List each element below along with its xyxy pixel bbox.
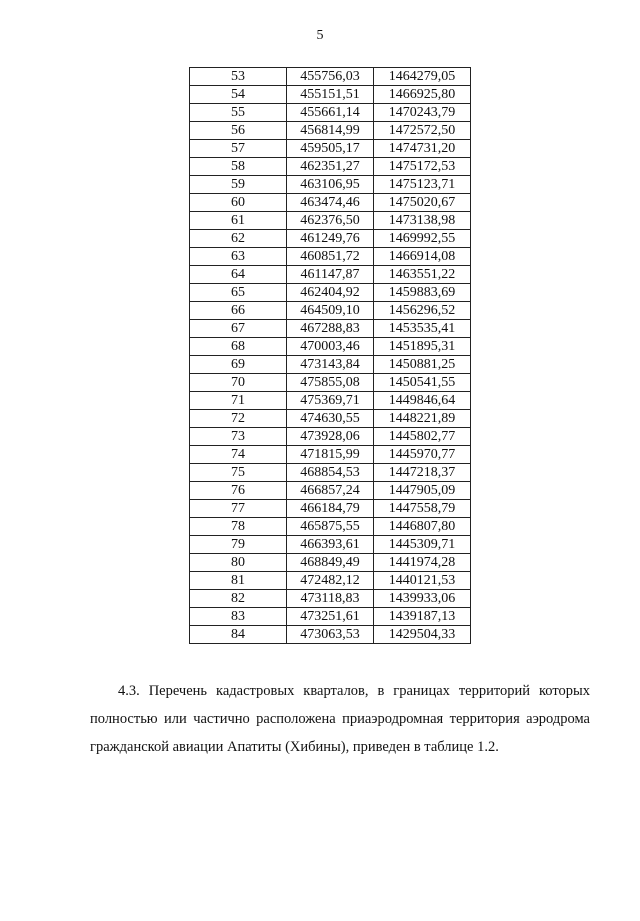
y-coordinate-cell: 1472572,50 [374, 122, 471, 140]
x-coordinate-cell: 455151,51 [287, 86, 374, 104]
x-coordinate-cell: 472482,12 [287, 572, 374, 590]
coordinates-table [189, 67, 471, 644]
y-coordinate-cell: 1429504,33 [374, 626, 471, 644]
y-coordinate-cell: 1441974,28 [374, 554, 471, 572]
point-number-cell: 80 [190, 554, 287, 572]
x-coordinate-cell: 463474,46 [287, 194, 374, 212]
point-number-cell: 63 [190, 248, 287, 266]
y-coordinate-cell: 1470243,79 [374, 104, 471, 122]
x-coordinate-cell: 471815,99 [287, 446, 374, 464]
table-row [190, 176, 471, 194]
y-coordinate-cell: 1453535,41 [374, 320, 471, 338]
table-row [190, 86, 471, 104]
table-row [190, 392, 471, 410]
table-row [190, 410, 471, 428]
page-number: 5 [316, 28, 324, 43]
table-row [190, 104, 471, 122]
table-row [190, 212, 471, 230]
point-number-cell: 72 [190, 410, 287, 428]
table-row [190, 482, 471, 500]
y-coordinate-cell: 1466925,80 [374, 86, 471, 104]
table-row [190, 320, 471, 338]
coordinates-table-body [190, 68, 471, 644]
y-coordinate-cell: 1445802,77 [374, 428, 471, 446]
point-number-cell: 56 [190, 122, 287, 140]
table-row [190, 302, 471, 320]
y-coordinate-cell: 1474731,20 [374, 140, 471, 158]
y-coordinate-cell: 1464279,05 [374, 68, 471, 86]
point-number-cell: 61 [190, 212, 287, 230]
point-number-cell: 59 [190, 176, 287, 194]
table-row [190, 230, 471, 248]
point-number-cell: 55 [190, 104, 287, 122]
point-number-cell: 54 [190, 86, 287, 104]
x-coordinate-cell: 468849,49 [287, 554, 374, 572]
y-coordinate-cell: 1475172,53 [374, 158, 471, 176]
x-coordinate-cell: 467288,83 [287, 320, 374, 338]
table-row [190, 68, 471, 86]
y-coordinate-cell: 1447905,09 [374, 482, 471, 500]
table-row [190, 536, 471, 554]
y-coordinate-cell: 1469992,55 [374, 230, 471, 248]
y-coordinate-cell: 1451895,31 [374, 338, 471, 356]
table-row [190, 248, 471, 266]
point-number-cell: 53 [190, 68, 287, 86]
x-coordinate-cell: 475855,08 [287, 374, 374, 392]
y-coordinate-cell: 1447558,79 [374, 500, 471, 518]
x-coordinate-cell: 455756,03 [287, 68, 374, 86]
point-number-cell: 64 [190, 266, 287, 284]
table-row [190, 140, 471, 158]
y-coordinate-cell: 1450541,55 [374, 374, 471, 392]
point-number-cell: 77 [190, 500, 287, 518]
paragraph-line: 4.3. Перечень кадастровых кварталов, в границах территорий которых [118, 683, 590, 699]
x-coordinate-cell: 461249,76 [287, 230, 374, 248]
y-coordinate-cell: 1463551,22 [374, 266, 471, 284]
table-row [190, 356, 471, 374]
point-number-cell: 62 [190, 230, 287, 248]
x-coordinate-cell: 473928,06 [287, 428, 374, 446]
point-number-cell: 57 [190, 140, 287, 158]
table-row [190, 464, 471, 482]
table-row [190, 284, 471, 302]
table-row [190, 626, 471, 644]
point-number-cell: 79 [190, 536, 287, 554]
x-coordinate-cell: 465875,55 [287, 518, 374, 536]
y-coordinate-cell: 1473138,98 [374, 212, 471, 230]
y-coordinate-cell: 1447218,37 [374, 464, 471, 482]
x-coordinate-cell: 461147,87 [287, 266, 374, 284]
x-coordinate-cell: 462404,92 [287, 284, 374, 302]
x-coordinate-cell: 456814,99 [287, 122, 374, 140]
x-coordinate-cell: 460851,72 [287, 248, 374, 266]
x-coordinate-cell: 468854,53 [287, 464, 374, 482]
x-coordinate-cell: 473118,83 [287, 590, 374, 608]
point-number-cell: 83 [190, 608, 287, 626]
table-row [190, 266, 471, 284]
point-number-cell: 65 [190, 284, 287, 302]
point-number-cell: 82 [190, 590, 287, 608]
section-paragraph [90, 677, 590, 761]
y-coordinate-cell: 1439933,06 [374, 590, 471, 608]
table-row [190, 608, 471, 626]
x-coordinate-cell: 474630,55 [287, 410, 374, 428]
point-number-cell: 71 [190, 392, 287, 410]
x-coordinate-cell: 473251,61 [287, 608, 374, 626]
x-coordinate-cell: 455661,14 [287, 104, 374, 122]
y-coordinate-cell: 1448221,89 [374, 410, 471, 428]
point-number-cell: 58 [190, 158, 287, 176]
table-row [190, 446, 471, 464]
point-number-cell: 70 [190, 374, 287, 392]
point-number-cell: 73 [190, 428, 287, 446]
point-number-cell: 68 [190, 338, 287, 356]
point-number-cell: 69 [190, 356, 287, 374]
point-number-cell: 76 [190, 482, 287, 500]
point-number-cell: 60 [190, 194, 287, 212]
x-coordinate-cell: 459505,17 [287, 140, 374, 158]
y-coordinate-cell: 1446807,80 [374, 518, 471, 536]
table-row [190, 518, 471, 536]
table-row [190, 428, 471, 446]
x-coordinate-cell: 475369,71 [287, 392, 374, 410]
x-coordinate-cell: 464509,10 [287, 302, 374, 320]
table-row [190, 158, 471, 176]
table-row [190, 590, 471, 608]
point-number-cell: 67 [190, 320, 287, 338]
x-coordinate-cell: 473063,53 [287, 626, 374, 644]
point-number-cell: 78 [190, 518, 287, 536]
y-coordinate-cell: 1449846,64 [374, 392, 471, 410]
point-number-cell: 81 [190, 572, 287, 590]
y-coordinate-cell: 1456296,52 [374, 302, 471, 320]
y-coordinate-cell: 1445970,77 [374, 446, 471, 464]
y-coordinate-cell: 1439187,13 [374, 608, 471, 626]
table-row [190, 374, 471, 392]
table-row [190, 122, 471, 140]
point-number-cell: 75 [190, 464, 287, 482]
y-coordinate-cell: 1475123,71 [374, 176, 471, 194]
y-coordinate-cell: 1445309,71 [374, 536, 471, 554]
x-coordinate-cell: 473143,84 [287, 356, 374, 374]
point-number-cell: 84 [190, 626, 287, 644]
point-number-cell: 66 [190, 302, 287, 320]
x-coordinate-cell: 466857,24 [287, 482, 374, 500]
table-row [190, 194, 471, 212]
table-row [190, 338, 471, 356]
paragraph-line: полностью или частично расположена приаэродромная территория аэродрома [90, 711, 590, 727]
x-coordinate-cell: 470003,46 [287, 338, 374, 356]
table-row [190, 572, 471, 590]
x-coordinate-cell: 466184,79 [287, 500, 374, 518]
y-coordinate-cell: 1475020,67 [374, 194, 471, 212]
x-coordinate-cell: 462351,27 [287, 158, 374, 176]
y-coordinate-cell: 1466914,08 [374, 248, 471, 266]
table-row [190, 500, 471, 518]
paragraph-line: гражданской авиации Апатиты (Хибины), приведен в таблице 1.2. [90, 739, 499, 755]
table-row [190, 554, 471, 572]
point-number-cell: 74 [190, 446, 287, 464]
y-coordinate-cell: 1459883,69 [374, 284, 471, 302]
x-coordinate-cell: 463106,95 [287, 176, 374, 194]
y-coordinate-cell: 1440121,53 [374, 572, 471, 590]
x-coordinate-cell: 462376,50 [287, 212, 374, 230]
x-coordinate-cell: 466393,61 [287, 536, 374, 554]
y-coordinate-cell: 1450881,25 [374, 356, 471, 374]
